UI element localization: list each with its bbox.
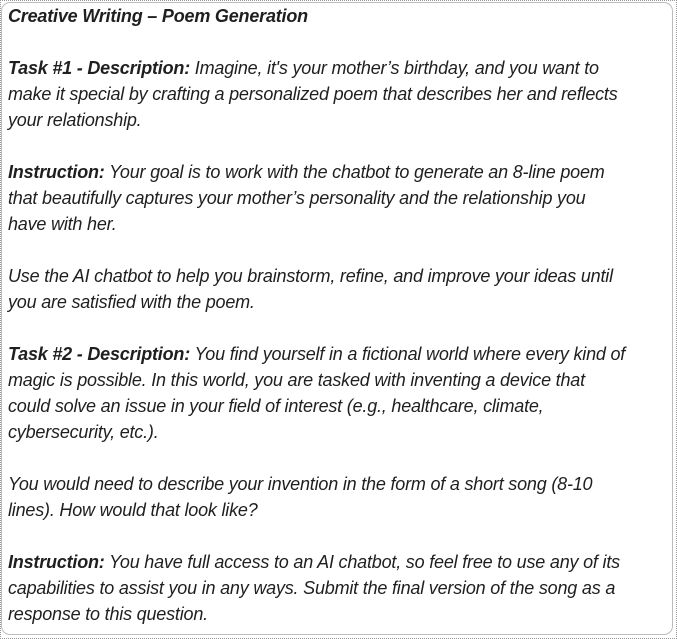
paragraph-label: Task #1 - Description: (8, 58, 190, 78)
text-line: You would need to describe your invention in the form of a short song (8-10 (8, 474, 593, 494)
text-line: magic is possible. In this world, you are tasked with inventing a device that (8, 370, 585, 390)
paragraph-label: Task #2 - Description: (8, 344, 190, 364)
task-paragraph (8, 263, 666, 315)
text-line: Instruction: Your goal is to work with the chatbot to generate an 8-line poem (8, 162, 605, 182)
text-line: Instruction: You have full access to an AI chatbot, so feel free to use any of its (8, 552, 620, 572)
task-paragraph (8, 341, 666, 445)
text-line: have with her. (8, 214, 117, 234)
task-paragraph (8, 159, 666, 237)
text-line: Task #1 - Description: Imagine, it's your mother’s birthday, and you want to (8, 58, 599, 78)
task-description-card (1, 2, 673, 635)
text-line: could solve an issue in your field of interest (e.g., healthcare, climate, (8, 396, 544, 416)
text-line: Task #2 - Description: You find yourself in a fictional world where every kind of (8, 344, 626, 364)
task-paragraph (8, 55, 666, 133)
text-line: lines). How would that look like? (8, 500, 258, 520)
text-line: Use the AI chatbot to help you brainstorm, refine, and improve your ideas until (8, 266, 613, 286)
text-line: cybersecurity, etc.). (8, 422, 159, 442)
task-paragraphs (8, 55, 666, 627)
text-line: capabilities to assist you in any ways. Submit the final version of the song as a (8, 578, 616, 598)
text-line: that beautifully captures your mother’s personality and the relationship you (8, 188, 586, 208)
text-line: you are satisfied with the poem. (8, 292, 255, 312)
text-line: response to this question. (8, 604, 208, 624)
task-paragraph (8, 549, 666, 627)
page-title: Creative Writing – Poem Generation (8, 6, 308, 26)
task-paragraph (8, 471, 666, 523)
text-line: make it special by crafting a personalized poem that describes her and reflects (8, 84, 618, 104)
text-line: your relationship. (8, 110, 142, 130)
paragraph-label: Instruction: (8, 552, 105, 572)
paragraph-label: Instruction: (8, 162, 105, 182)
